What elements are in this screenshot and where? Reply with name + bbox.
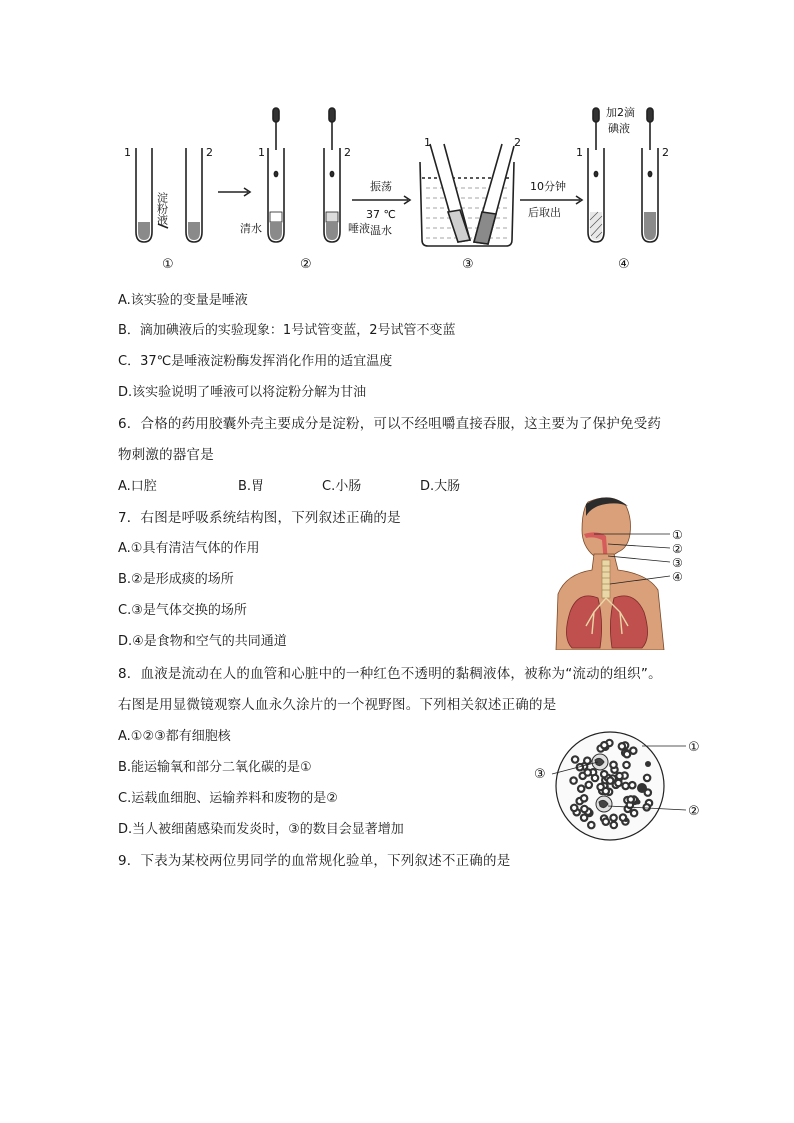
- red-blood-cell: [601, 742, 607, 748]
- red-blood-cell: [572, 756, 578, 762]
- red-blood-cell: [603, 788, 609, 794]
- q5-option-b: B．滴加碘液后的实验现象：1号试管变蓝，2号试管不变蓝: [118, 323, 456, 338]
- q6-option-d: D.大肠: [420, 479, 461, 494]
- q7-option-c: C.③是气体交换的场所: [118, 603, 247, 618]
- q8-option-c: C.运载血细胞、运输养料和废物的是②: [118, 791, 338, 806]
- label-tube2-a: 2: [206, 146, 213, 159]
- red-blood-cell: [611, 822, 617, 828]
- water-label: 清水: [240, 222, 262, 235]
- red-blood-cell: [631, 810, 637, 816]
- step4-tube1: [588, 148, 604, 242]
- label-tube2-b: 2: [344, 146, 351, 159]
- starch-label: 淀粉液: [155, 192, 169, 225]
- resp-label-1: ①: [672, 528, 683, 542]
- q7-option-d: D.④是食物和空气的共同通道: [118, 634, 287, 649]
- q5-option-d: D.该实验说明了唾液可以将淀粉分解为甘油: [118, 385, 367, 400]
- red-blood-cell: [581, 795, 587, 801]
- respiratory-figure: [548, 494, 694, 650]
- blood-label-3: ③: [534, 767, 546, 782]
- resp-label-4: ④: [672, 570, 683, 584]
- q6-option-b: B.胃: [238, 479, 265, 494]
- q6-option-a: A.口腔: [118, 479, 157, 494]
- step2-label: ②: [300, 257, 312, 272]
- label-tube1-b: 1: [258, 146, 265, 159]
- beaker: [420, 144, 514, 246]
- blood-smear-figure: [530, 728, 710, 844]
- q8-option-d: D.当人被细菌感染而发炎时，③的数目会显著增加: [118, 822, 404, 837]
- red-blood-cell: [586, 782, 592, 788]
- red-blood-cell: [628, 796, 634, 802]
- q8-option-b: B.能运输氧和部分二氧化碳的是①: [118, 760, 312, 775]
- red-blood-cell: [578, 786, 584, 792]
- q6-stem-line2: 物刺激的器官是: [118, 447, 214, 463]
- step3-label: ③: [462, 257, 474, 272]
- saliva-label: 唾液: [348, 222, 370, 235]
- red-blood-cell: [644, 804, 650, 810]
- dropper-4: [647, 108, 653, 177]
- red-blood-cell: [588, 822, 594, 828]
- experiment-figure: [118, 104, 678, 274]
- label-tube2-c: 2: [514, 136, 521, 149]
- red-blood-cell: [610, 815, 616, 821]
- label-tube1-a: 1: [124, 146, 131, 159]
- step1-tube1: [136, 148, 152, 242]
- red-blood-cell: [585, 769, 591, 775]
- step1-tube2: [186, 148, 202, 242]
- dropper-2: [329, 108, 335, 177]
- q5-option-a: A.该实验的变量是唾液: [118, 293, 248, 308]
- step1-label: ①: [162, 257, 174, 272]
- q8-stem-line1: 8．血液是流动在人的血管和心脏中的一种红色不透明的黏稠液体，被称为“流动的组织”。: [118, 666, 662, 682]
- q5-option-c: C．37℃是唾液淀粉酶发挥消化作用的适宜温度: [118, 354, 393, 369]
- resp-label-2: ②: [672, 542, 683, 556]
- blood-label-2: ②: [688, 804, 700, 819]
- q9-stem: 9．下表为某校两位男同学的血常规化验单，下列叙述不正确的是: [118, 853, 511, 869]
- red-blood-cell: [619, 743, 625, 749]
- step4-label: ④: [618, 257, 630, 272]
- label-tube1-d: 1: [576, 146, 583, 159]
- q8-option-a: A.①②③都有细胞核: [118, 729, 231, 744]
- time-label-1: 10分钟: [530, 180, 566, 193]
- iodine-label-2: 碘液: [608, 122, 630, 135]
- red-blood-cell: [616, 773, 622, 779]
- shake-label: 振荡: [370, 180, 392, 193]
- q6-options: [118, 478, 460, 496]
- label-tube1-c: 1: [424, 136, 431, 149]
- q7-option-b: B.②是形成痰的场所: [118, 572, 234, 587]
- red-blood-cell: [624, 751, 630, 757]
- warm-water-label: 温水: [370, 224, 392, 237]
- q6-option-c: C.小肠: [322, 479, 362, 494]
- step2-tube1: [268, 148, 284, 242]
- red-blood-cell: [603, 819, 609, 825]
- q7-stem: 7．右图是呼吸系统结构图，下列叙述正确的是: [118, 510, 401, 526]
- blood-label-1: ①: [688, 740, 700, 755]
- step4-tube2: [642, 148, 658, 242]
- resp-label-3: ③: [672, 556, 683, 570]
- red-blood-cell: [571, 805, 577, 811]
- red-blood-cell: [581, 806, 587, 812]
- red-blood-cell: [581, 815, 587, 821]
- time-label-2: 后取出: [528, 206, 561, 219]
- q6-stem-line1: 6．合格的药用胶囊外壳主要成分是淀粉，可以不经咀嚼直接吞服，这主要为了保护免受药: [118, 416, 662, 432]
- q8-stem-line2: 右图是用显微镜观察人血永久涂片的一个视野图。下列相关叙述正确的是: [118, 697, 557, 713]
- red-blood-cell: [570, 777, 576, 783]
- red-blood-cell: [623, 762, 629, 768]
- red-blood-cell: [622, 783, 628, 789]
- dropper-1: [273, 108, 279, 177]
- red-blood-cell: [607, 777, 613, 783]
- red-blood-cell: [629, 782, 635, 788]
- label-tube2-d: 2: [662, 146, 669, 159]
- temp-label: 37 ℃: [366, 208, 396, 221]
- step2-tube2: [324, 148, 340, 242]
- red-blood-cell: [610, 762, 616, 768]
- red-blood-cell: [592, 775, 598, 781]
- iodine-label-1: 加2滴: [606, 106, 635, 119]
- dropper-3: [593, 108, 599, 177]
- red-blood-cell: [644, 775, 650, 781]
- q7-option-a: A.①具有清洁气体的作用: [118, 541, 260, 556]
- red-blood-cell: [601, 771, 607, 777]
